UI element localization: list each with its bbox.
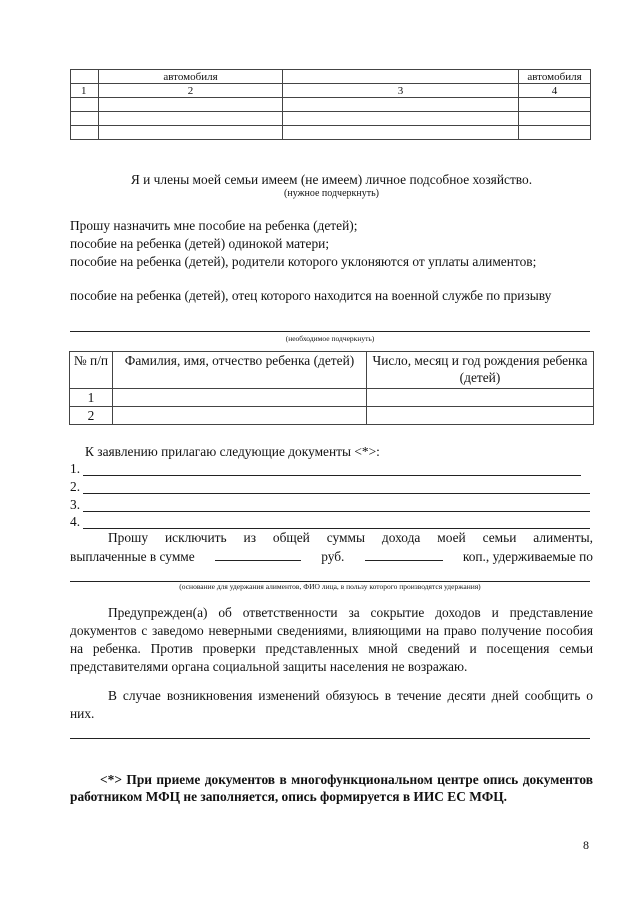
table-cell: автомобиля xyxy=(519,70,591,84)
amount-rub-input[interactable] xyxy=(215,548,301,561)
attachment-line[interactable] xyxy=(83,511,590,512)
attachment-item xyxy=(70,461,80,477)
column-header-number: № п/п xyxy=(70,352,113,389)
table-cell[interactable] xyxy=(99,112,283,126)
table-cell[interactable] xyxy=(71,126,99,140)
alimony-text: Прошу исключить из общей суммы дохода моей семьи алименты, xyxy=(108,530,593,545)
household-statement: Я и члены моей семьи имеем (не имеем) личное подсобное хозяйство. xyxy=(130,172,533,187)
table-cell[interactable] xyxy=(519,112,591,126)
alimony-label: выплаченные в сумме xyxy=(70,549,195,564)
table-row xyxy=(71,70,591,84)
table-cell[interactable] xyxy=(283,126,519,140)
attachment-line[interactable] xyxy=(83,493,590,494)
column-header-name: Фамилия, имя, отчество ребенка (детей) xyxy=(113,352,367,389)
attachment-item xyxy=(70,514,80,530)
household-note: (нужное подчеркнуть) xyxy=(284,188,379,199)
kop-label: коп., удерживаемые по xyxy=(462,549,593,564)
page-number: 8 xyxy=(583,838,589,852)
table-cell: 1 xyxy=(70,389,113,407)
table-row xyxy=(70,407,594,425)
attachment-number: 2. xyxy=(70,479,81,494)
table-cell: 2 xyxy=(70,407,113,425)
table-row xyxy=(71,84,591,98)
alimony-amount-row xyxy=(70,548,593,565)
table-cell: 3 xyxy=(283,84,519,98)
table-cell[interactable] xyxy=(283,98,519,112)
table-cell: 2 xyxy=(99,84,283,98)
table-row xyxy=(71,98,591,112)
table-cell[interactable] xyxy=(113,407,367,425)
changes-paragraph: В случае возникновения изменений обязуюсь в течение десяти дней сообщить о них. xyxy=(70,688,593,721)
table-cell[interactable] xyxy=(71,112,99,126)
table-cell[interactable] xyxy=(99,98,283,112)
children-table xyxy=(69,351,594,425)
attachment-item xyxy=(70,497,80,513)
warning-paragraph: Предупрежден(а) об ответственности за сокрытие доходов и представление документов с заведомо неверными сведениями, влияющими на право получение пособия на ребенка. Против проверки представленных мной сведений и посещения семьи представителями органа социальной защиты населения не возражаю. xyxy=(70,605,593,674)
table-cell[interactable] xyxy=(367,407,594,425)
underline[interactable] xyxy=(70,331,590,332)
footnote: <*> При приеме документов в многофункциональном центре опись документов работником МФЦ не заполняется, опись формируется в ИИС ЕС МФЦ. xyxy=(70,772,593,804)
table-row xyxy=(71,112,591,126)
table-cell: 4 xyxy=(519,84,591,98)
column-header-birthdate: Число, месяц и год рождения ребенка (детей) xyxy=(367,352,594,389)
vehicle-table xyxy=(70,69,591,140)
table-cell[interactable] xyxy=(71,98,99,112)
separator xyxy=(70,738,590,739)
table-row xyxy=(71,126,591,140)
rub-label: руб. xyxy=(321,549,345,564)
table-cell: 1 xyxy=(71,84,99,98)
request-line-2: пособие на ребенка (детей) одинокой матери; xyxy=(70,236,330,251)
table-cell[interactable] xyxy=(367,389,594,407)
request-line-3: пособие на ребенка (детей), родители которого уклоняются от уплаты алиментов; xyxy=(70,254,537,269)
table-cell[interactable] xyxy=(519,126,591,140)
attachment-number: 1. xyxy=(70,461,81,476)
table-cell[interactable] xyxy=(283,112,519,126)
alimony-note: (основание для удержания алиментов, ФИО лица, в пользу которого производятся удержания) xyxy=(179,582,481,591)
table-cell[interactable] xyxy=(113,389,367,407)
attachment-line[interactable] xyxy=(83,475,581,476)
attachment-number: 3. xyxy=(70,497,81,512)
request-line-4: пособие на ребенка (детей), отец которого находится на военной службе по призыву xyxy=(70,288,552,303)
attachment-number: 4. xyxy=(70,514,81,529)
table-cell: автомобиля xyxy=(99,70,283,84)
request-line-1: Прошу назначить мне пособие на ребенка (детей); xyxy=(70,218,358,233)
request-note: (необходимое подчеркнуть) xyxy=(285,334,375,343)
table-row xyxy=(70,389,594,407)
table-cell xyxy=(71,70,99,84)
attachments-intro: К заявлению прилагаю следующие документы <*>: xyxy=(85,444,380,459)
amount-kop-input[interactable] xyxy=(365,548,443,561)
table-cell[interactable] xyxy=(99,126,283,140)
attachment-item xyxy=(70,479,80,495)
table-cell xyxy=(283,70,519,84)
table-row xyxy=(70,352,594,389)
table-cell[interactable] xyxy=(519,98,591,112)
